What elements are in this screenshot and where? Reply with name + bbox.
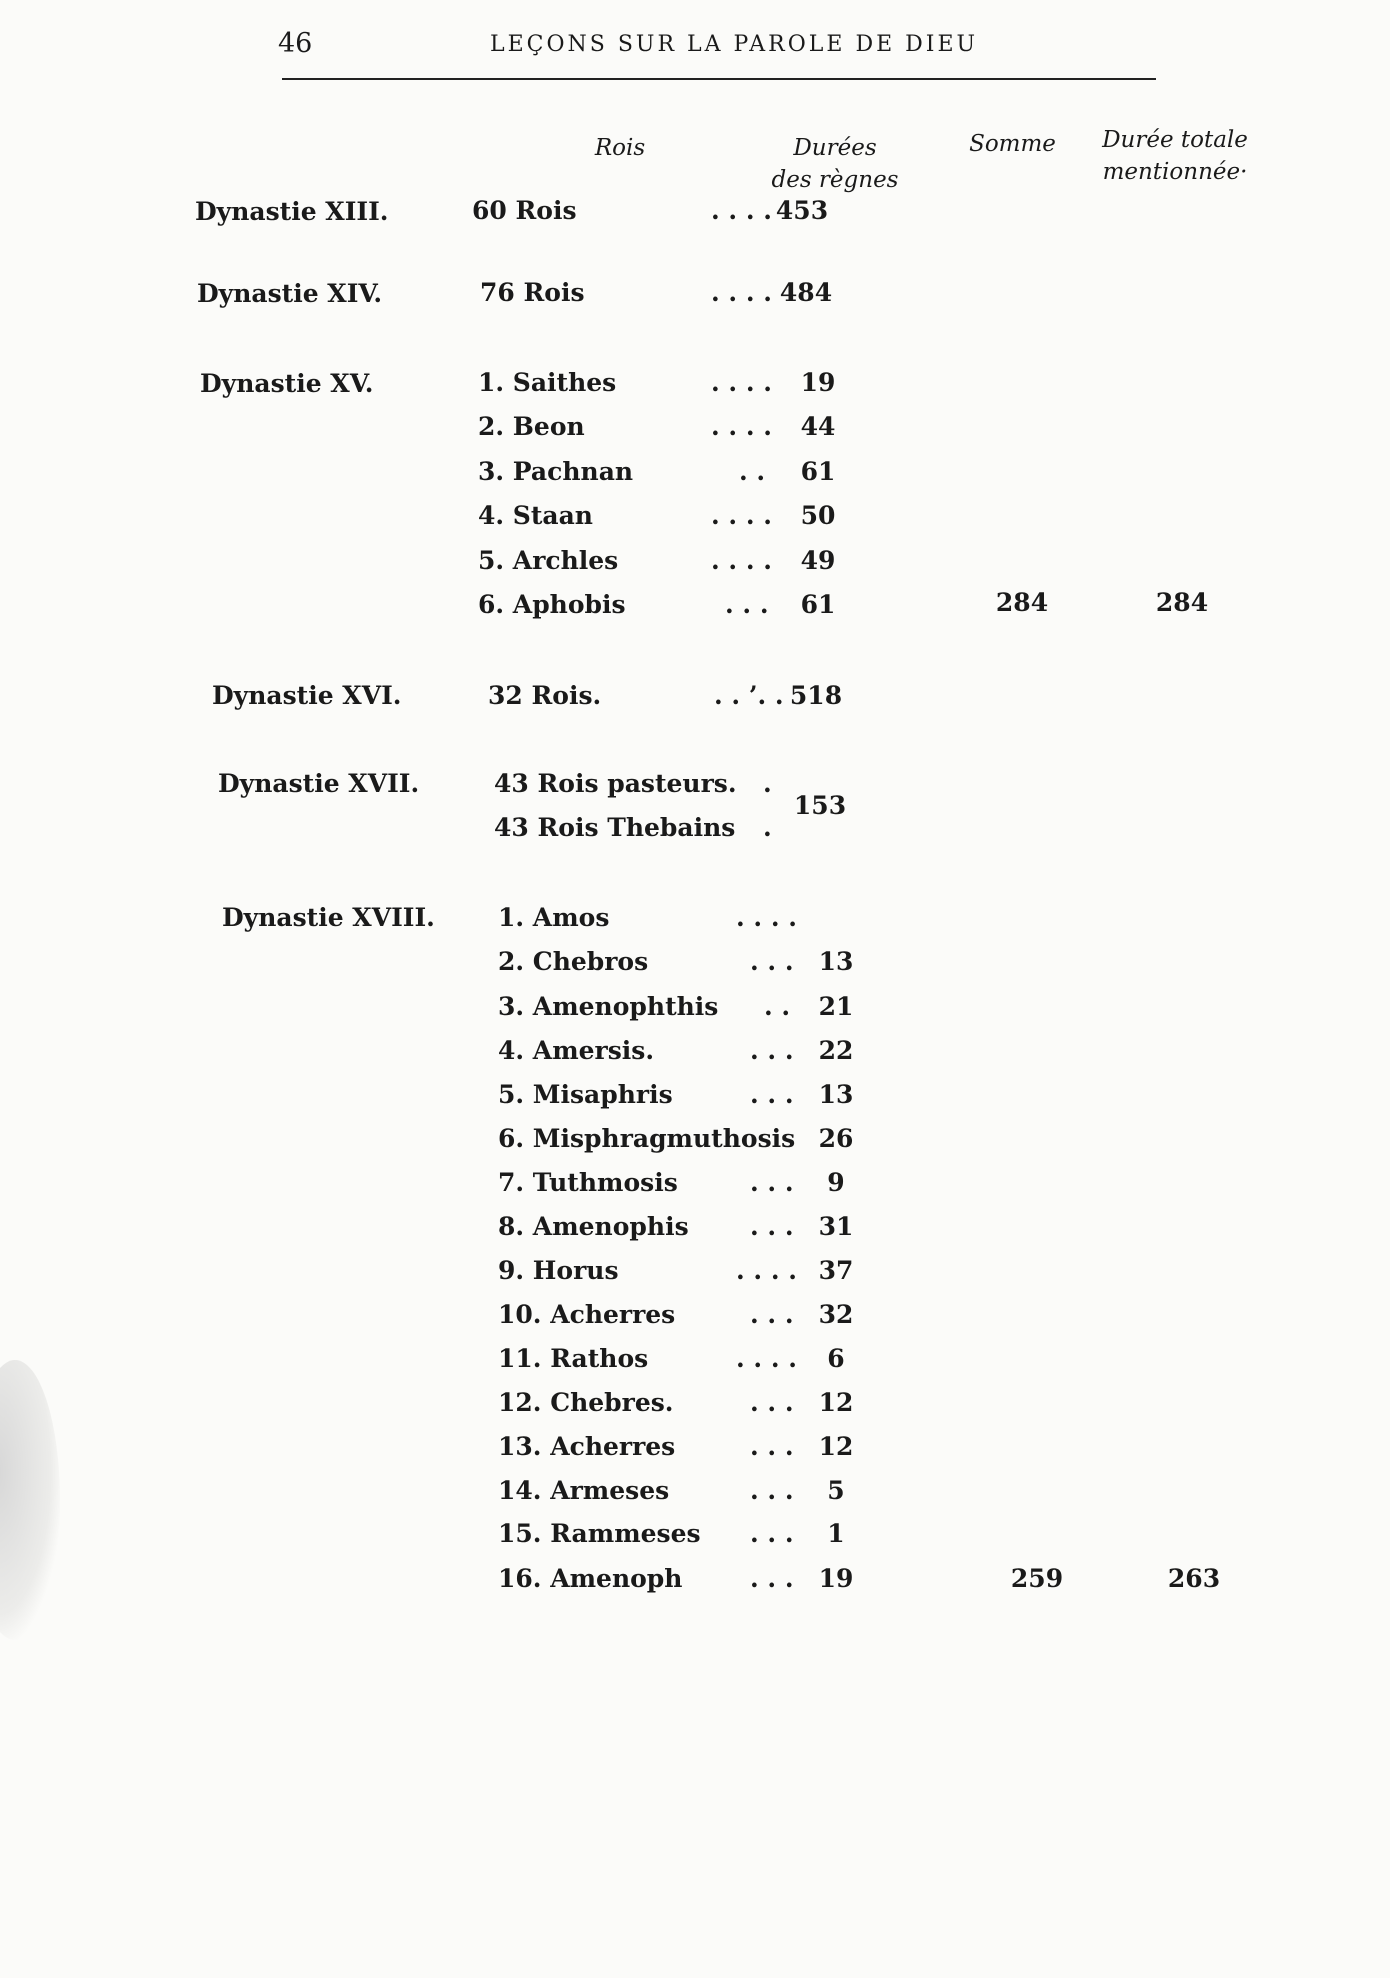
- dynasty-label: Dynastie XVII.: [218, 769, 420, 798]
- dynasty-label: Dynastie XIII.: [195, 197, 389, 226]
- king-name: 6. Aphobis: [478, 590, 626, 619]
- leader-dots: . . . .: [736, 1256, 797, 1285]
- reign-duration: 13: [818, 947, 854, 976]
- leader-dots: . . ’. .: [714, 681, 784, 710]
- reign-duration: 61: [800, 590, 836, 619]
- dynasty-label: Dynastie XVIII.: [222, 903, 435, 932]
- king-name: 32 Rois.: [488, 681, 602, 710]
- king-name: 14. Armeses: [498, 1476, 670, 1505]
- king-name: 9. Horus: [498, 1256, 619, 1285]
- reign-duration: 1: [827, 1519, 845, 1548]
- king-name: 60 Rois: [472, 196, 577, 225]
- king-name: 12. Chebres.: [498, 1388, 674, 1417]
- duree-totale-value: 263: [1167, 1564, 1221, 1593]
- leader-dots: .: [763, 813, 772, 842]
- column-header-duree-totale: Durée totale mentionnée·: [1102, 127, 1248, 185]
- king-name: 76 Rois: [480, 278, 585, 307]
- king-name: 8. Amenophis: [498, 1212, 689, 1241]
- leader-dots: . .: [764, 992, 791, 1021]
- leader-dots: . . .: [750, 1432, 794, 1461]
- column-header-durees: Durées des règnes: [771, 135, 899, 193]
- leader-dots: . . . .: [711, 412, 772, 441]
- reign-duration: 13: [818, 1080, 854, 1109]
- leader-dots: . . . .: [736, 903, 797, 932]
- leader-dots: . . .: [750, 1564, 794, 1593]
- somme-value: 259: [1010, 1564, 1064, 1593]
- leader-dots: . . . .: [711, 368, 772, 397]
- reign-duration: 26: [818, 1124, 854, 1153]
- king-name: 2. Beon: [478, 412, 585, 441]
- reign-duration: 21: [818, 992, 854, 1021]
- king-name: 1. Amos: [498, 903, 610, 932]
- reign-duration: 37: [818, 1256, 854, 1285]
- leader-dots: . . .: [750, 1036, 794, 1065]
- duree-totale-value: 284: [1155, 588, 1209, 617]
- leader-dots: . . .: [750, 1300, 794, 1329]
- king-name: 3. Pachnan: [478, 457, 634, 486]
- reign-duration: 61: [800, 457, 836, 486]
- reign-duration: 518: [789, 681, 843, 710]
- leader-dots: . . . .: [711, 546, 772, 575]
- king-name: 16. Amenoph: [498, 1564, 683, 1593]
- leader-dots: . . . .: [711, 278, 772, 307]
- reign-duration: 49: [800, 546, 836, 575]
- king-name: 1. Saithes: [478, 368, 617, 397]
- king-name: 43 Rois Thebains: [494, 813, 736, 842]
- dynasty-label: Dynastie XV.: [200, 369, 374, 398]
- dynasty-label: Dynastie XIV.: [197, 279, 383, 308]
- leader-dots: . . .: [750, 1080, 794, 1109]
- leader-dots: . . .: [750, 1519, 794, 1548]
- king-name: 7. Tuthmosis: [498, 1168, 678, 1197]
- king-name: 11. Rathos: [498, 1344, 649, 1373]
- leader-dots: . . .: [750, 1476, 794, 1505]
- king-name: 6. Misphragmuthosis: [498, 1124, 796, 1153]
- dynasty-label: Dynastie XVI.: [212, 681, 402, 710]
- leader-dots: . . . .: [736, 1344, 797, 1373]
- leader-dots: .: [763, 769, 772, 798]
- reign-duration: 12: [818, 1388, 854, 1417]
- reign-duration: 19: [818, 1564, 854, 1593]
- reign-duration: 19: [800, 368, 836, 397]
- reign-duration: 31: [818, 1212, 854, 1241]
- king-name: 10. Acherres: [498, 1300, 676, 1329]
- king-name: 4. Staan: [478, 501, 593, 530]
- somme-value: 284: [995, 588, 1049, 617]
- reign-duration: 44: [800, 412, 836, 441]
- king-name: 5. Misaphris: [498, 1080, 673, 1109]
- reign-duration: 22: [818, 1036, 854, 1065]
- reign-duration: 453: [775, 196, 829, 225]
- king-name: 43 Rois pasteurs.: [494, 769, 737, 798]
- leader-dots: . . .: [750, 1388, 794, 1417]
- leader-dots: . . . .: [711, 196, 772, 225]
- leader-dots: . . .: [750, 1212, 794, 1241]
- king-name: 13. Acherres: [498, 1432, 676, 1461]
- leader-dots: . . . .: [711, 501, 772, 530]
- leader-dots: . . .: [750, 947, 794, 976]
- leader-dots: . . .: [725, 590, 769, 619]
- reign-duration: 9: [827, 1168, 845, 1197]
- reign-duration: 50: [800, 501, 836, 530]
- running-title: LEÇONS SUR LA PAROLE DE DIEU: [490, 32, 979, 57]
- reign-duration: 6: [827, 1344, 845, 1373]
- king-name: 4. Amersis.: [498, 1036, 655, 1065]
- reign-duration: 12: [818, 1432, 854, 1461]
- king-name: 5. Archles: [478, 546, 619, 575]
- column-header-rois: Rois: [594, 135, 646, 161]
- reign-duration: 32: [818, 1300, 854, 1329]
- reign-duration: 484: [779, 278, 833, 307]
- combined-duration: 153: [793, 791, 847, 820]
- king-name: 15. Rammeses: [498, 1519, 701, 1548]
- header-rule: [282, 78, 1156, 80]
- page-number: 46: [278, 28, 313, 59]
- reign-duration: 5: [827, 1476, 845, 1505]
- king-name: 3. Amenophthis: [498, 992, 719, 1021]
- leader-dots: . . .: [750, 1168, 794, 1197]
- column-header-somme: Somme: [969, 131, 1056, 157]
- page-smudge: [0, 1360, 60, 1640]
- king-name: 2. Chebros: [498, 947, 649, 976]
- leader-dots: . .: [739, 457, 766, 486]
